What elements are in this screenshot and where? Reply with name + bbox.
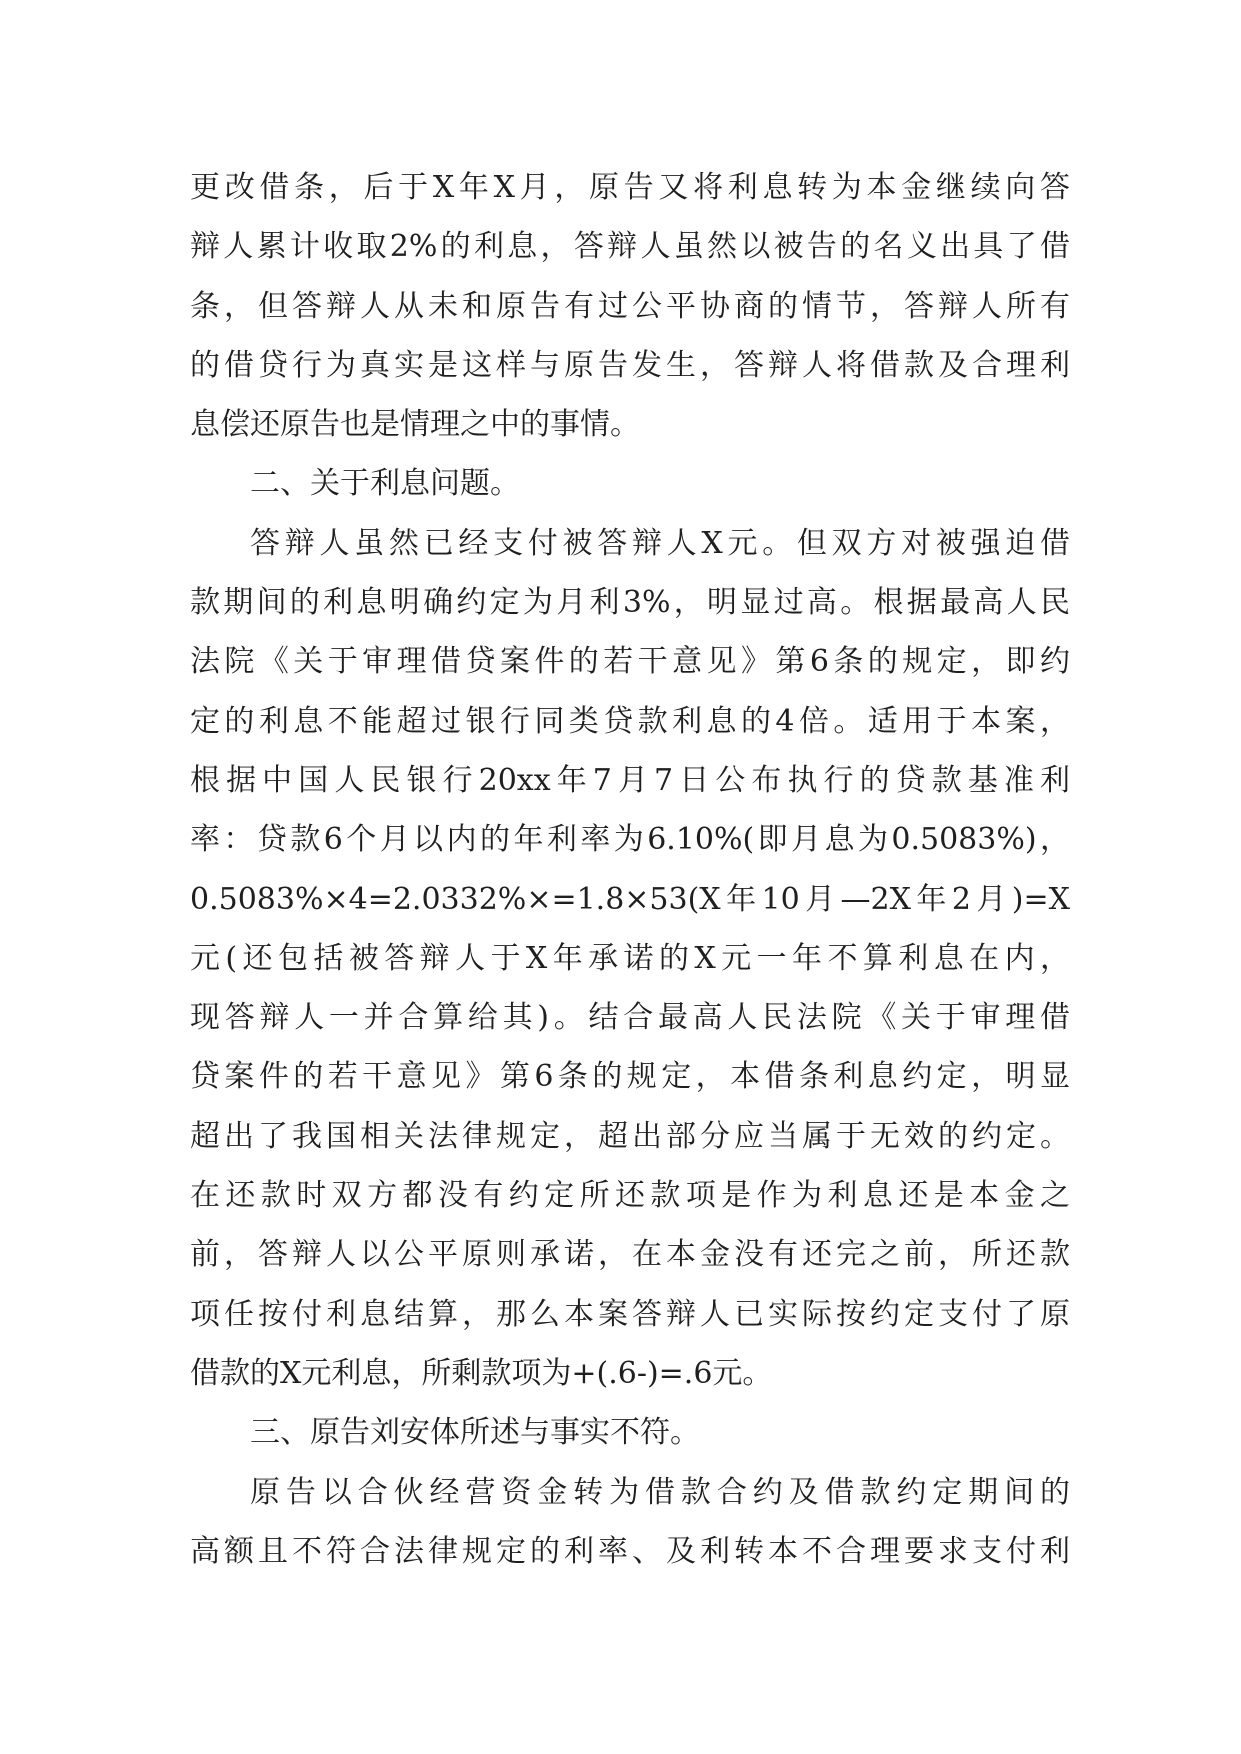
text-line: 率：贷款6个月以内的年利率为6.10%(即月息为0.5083%)， (190, 822, 1070, 858)
text-line: 元(还包括被答辩人于X年承诺的X元一年不算利息在内， (190, 940, 1070, 976)
text-line: 高额且不符合法律规定的利率、及利转本不合理要求支付利 (190, 1533, 1070, 1569)
text-line: 贷案件的若干意见》第6条的规定，本借条利息约定，明显 (190, 1059, 1070, 1095)
paragraph-first-line: 答辩人虽然已经支付被答辩人X元。但双方对被强迫借 (250, 525, 1070, 561)
text-line: 款期间的利息明确约定为月利3%，明显过高。根据最高人民 (190, 585, 1070, 621)
text-line: 0.5083%×4=2.0332%×=1.8×53(X年10月—2X年2月)=X (190, 881, 1070, 917)
text-line: 息偿还原告也是情理之中的事情。 (190, 407, 640, 443)
text-line: 借款的X元利息，所剩款项为+(.6-)=.6元。 (190, 1355, 773, 1391)
text-line: 现答辩人一并合算给其)。结合最高人民法院《关于审理借 (190, 1000, 1070, 1036)
text-line: 条，但答辩人从未和原告有过公平协商的情节，答辩人所有 (190, 288, 1070, 324)
text-line: 项任按付利息结算，那么本案答辩人已实际按约定支付了原 (190, 1296, 1070, 1332)
section-heading: 二、关于利息问题。 (250, 466, 520, 502)
text-line: 法院《关于审理借贷案件的若干意见》第6条的规定，即约 (190, 644, 1070, 680)
text-line: 根据中国人民银行20xx年7月7日公布执行的贷款基准利 (190, 762, 1070, 798)
document-body (190, 158, 1070, 1581)
text-line: 辩人累计收取2%的利息，答辩人虽然以被告的名义出具了借 (190, 229, 1070, 265)
section-heading: 三、原告刘安体所述与事实不符。 (250, 1415, 700, 1451)
text-line: 超出了我国相关法律规定，超出部分应当属于无效的约定。 (190, 1118, 1070, 1154)
text-line: 定的利息不能超过银行同类贷款利息的4倍。适用于本案， (190, 703, 1070, 739)
text-line: 更改借条，后于X年X月，原告又将利息转为本金继续向答 (190, 170, 1070, 205)
paragraph-first-line: 原告以合伙经营资金转为借款合约及借款约定期间的 (250, 1474, 1070, 1510)
text-line: 前，答辩人以公平原则承诺，在本金没有还完之前，所还款 (190, 1237, 1070, 1273)
text-line: 在还款时双方都没有约定所还款项是作为利息还是本金之 (190, 1178, 1070, 1214)
text-line: 的借贷行为真实是这样与原告发生，答辩人将借款及合理利 (190, 347, 1070, 383)
